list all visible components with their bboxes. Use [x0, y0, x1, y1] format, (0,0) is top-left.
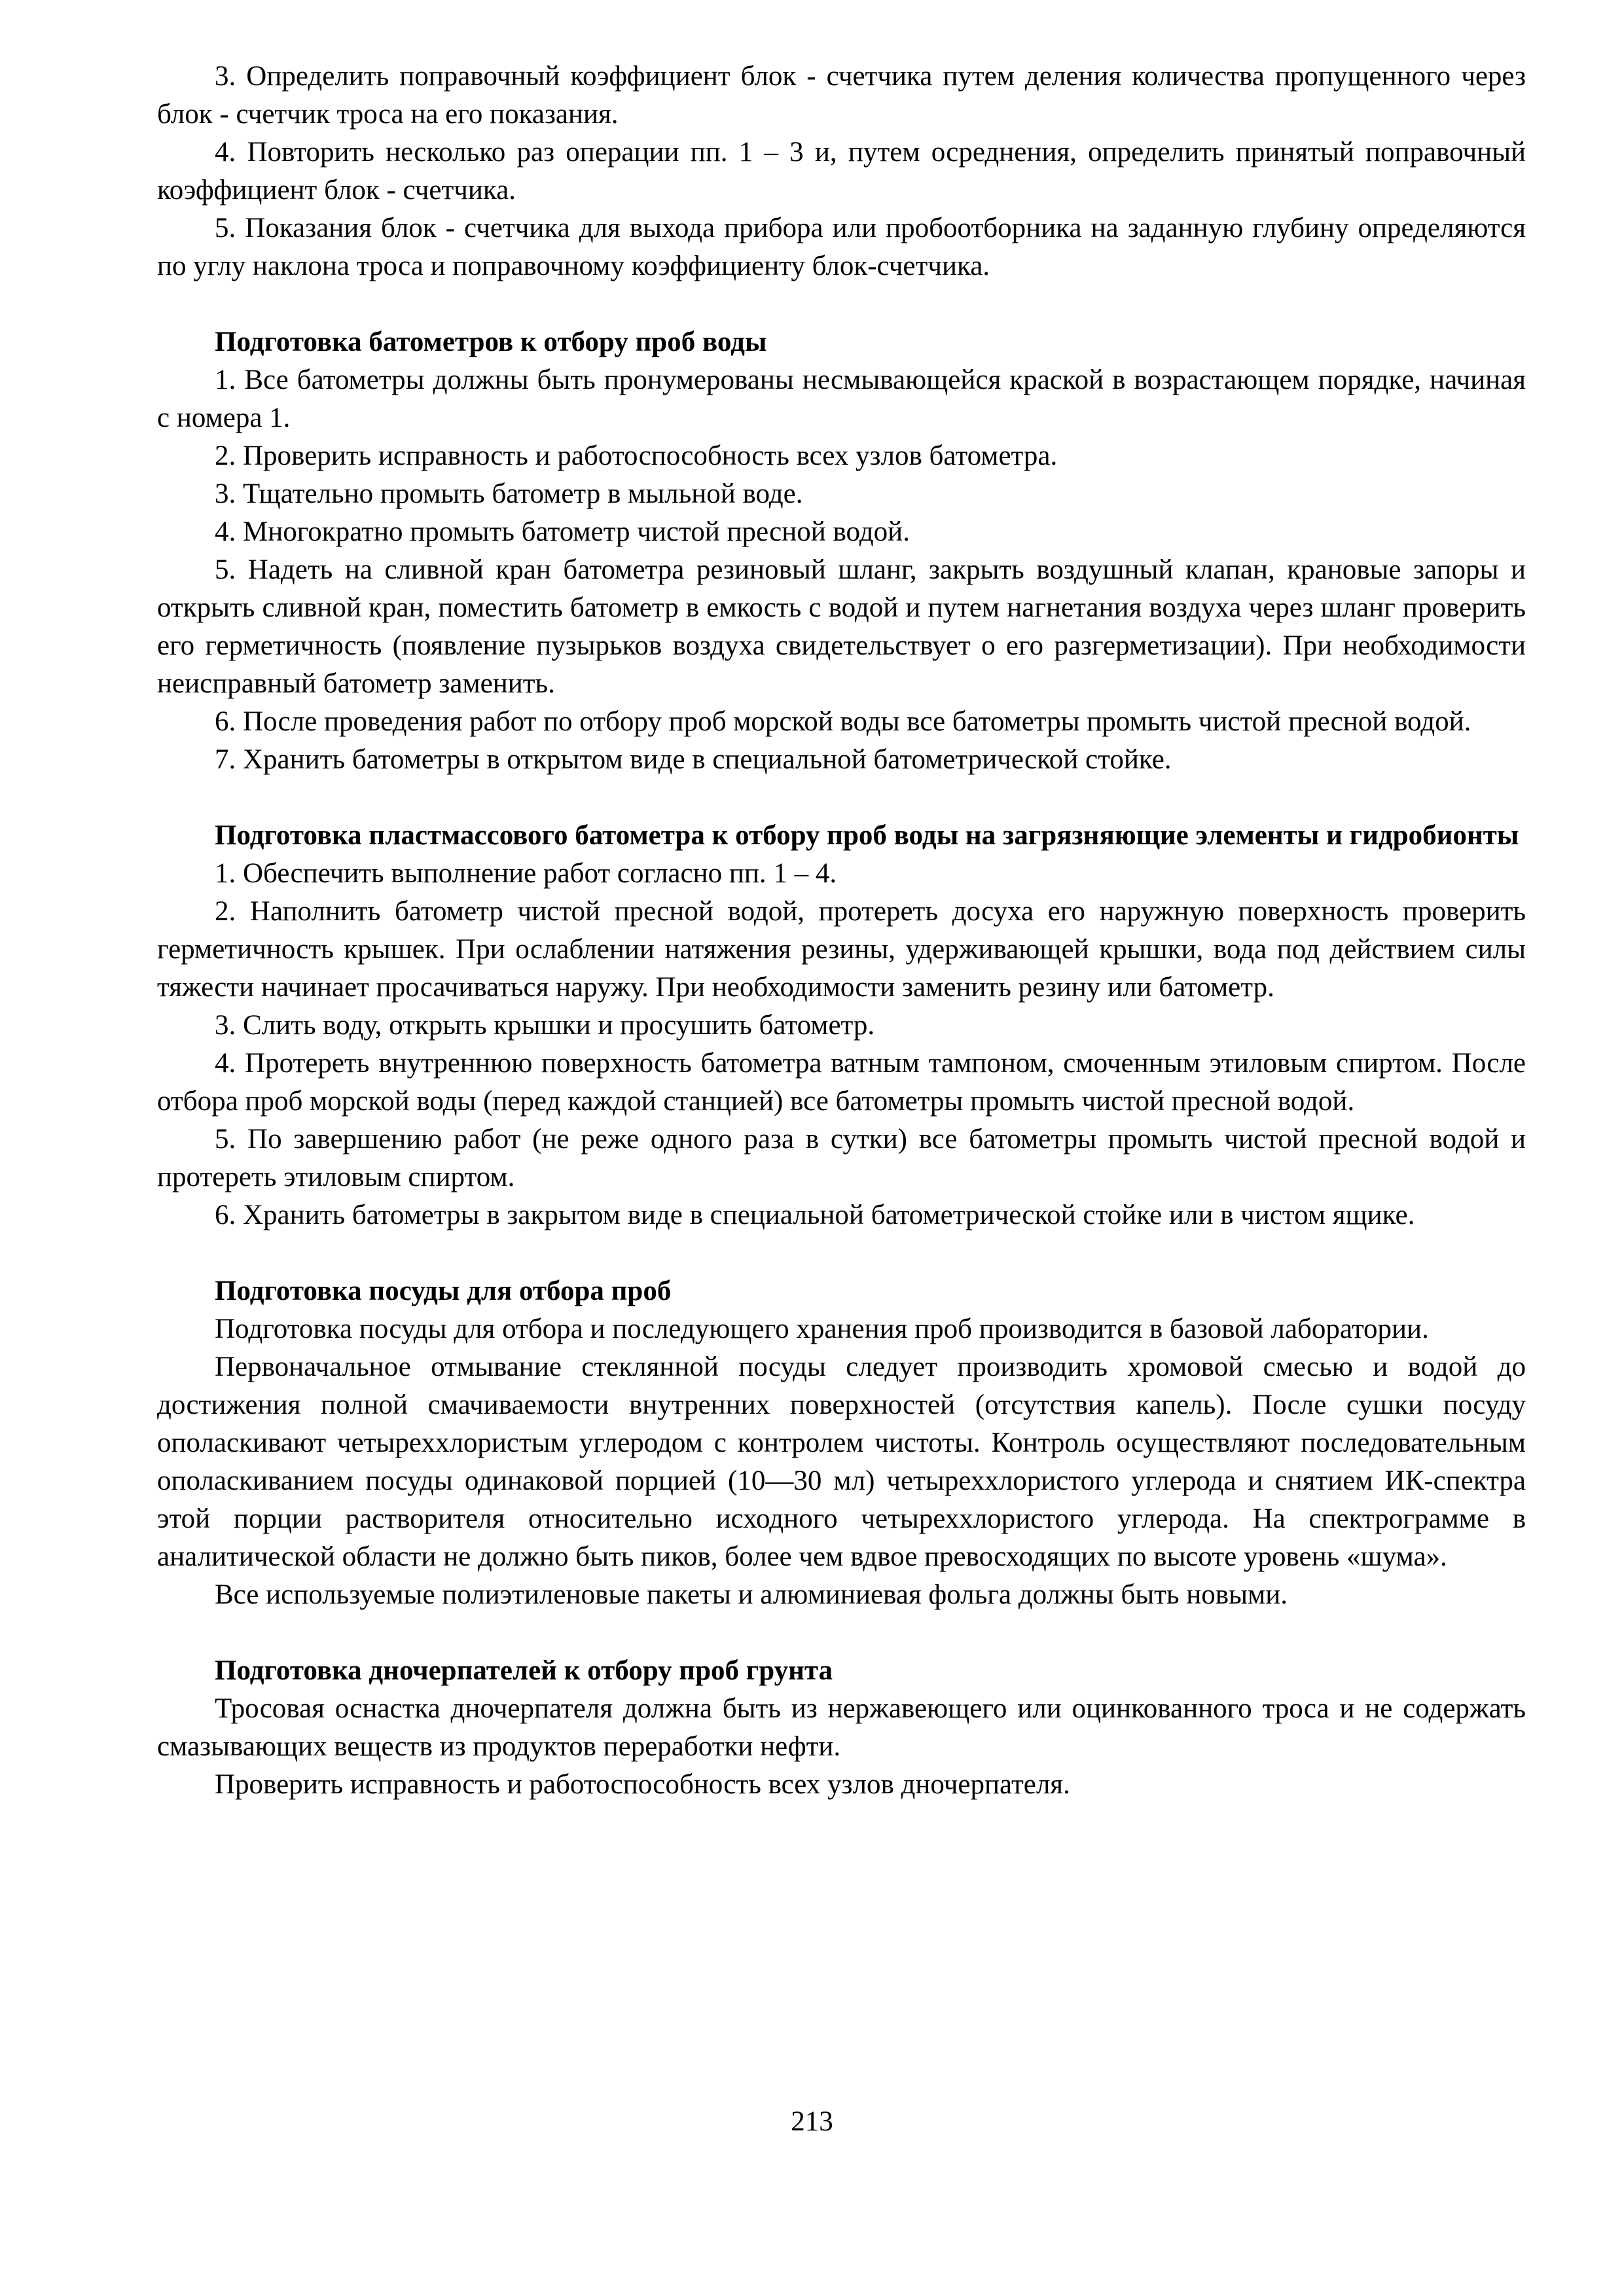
section-heading-glassware: Подготовка посуды для отбора проб	[215, 1276, 672, 1306]
list-item: 1. Все батометры должны быть пронумерованы несмывающейся краской в возрастающем порядке, начиная с номера 1.	[157, 365, 1526, 433]
list-item: 4. Протереть внутреннюю поверхность батометра ватным тампоном, смоченным этиловым спиртом. После отбора проб морской воды (перед каждой станцией) все батометры промыть чистой пресной водой.	[157, 1048, 1526, 1117]
spacer	[157, 1614, 1526, 1652]
paragraph: Все используемые полиэтиленовые пакеты и алюминиевая фольга должны быть новыми.	[215, 1579, 1288, 1610]
page-number: 213	[791, 2106, 833, 2137]
section-heading-plastic-bathometer: Подготовка пластмассового батометра к отбору проб воды на загрязняющие элементы и гидробионты	[215, 820, 1519, 851]
section-heading-grab-samplers: Подготовка дночерпателей к отбору проб грунта	[215, 1655, 833, 1686]
paragraph: Первоначальное отмывание стеклянной посуды следует производить хромовой смесью и водой до достижения полной смачиваемости внутренних поверхностей (отсутствия капель). После сушки посуду ополаскивают четыреххлористым углеродом с контролем чистоты. Контроль осуществляют последовательным ополаскиванием посуды одинаковой порцией (10—30 мл) четыреххлористого углерода и снятием ИК-спектра этой порции растворителя относительно исходного четыреххлористого углерода. На спектрограмме в аналитической области не должно быть пиков, более чем вдвое превосходящих по высоте уровень «шума».	[157, 1352, 1526, 1572]
paragraph-intro-3: 3. Определить поправочный коэффициент блок - счетчика путем деления количества пропущенного через блок - счетчик троса на его показания.	[157, 61, 1526, 130]
list-item: 3. Тщательно промыть батометр в мыльной воде.	[215, 478, 803, 509]
list-item: 4. Многократно промыть батометр чистой пресной водой.	[215, 516, 910, 547]
paragraph: Тросовая оснастка дночерпателя должна быть из нержавеющего или оцинкованного троса и не содержать смазывающих веществ из продуктов переработки нефти.	[157, 1693, 1526, 1762]
list-item: 7. Хранить батометры в открытом виде в специальной батометрической стойке.	[215, 744, 1172, 775]
spacer	[157, 1234, 1526, 1272]
paragraph: Подготовка посуды для отбора и последующего хранения проб производится в базовой лаборатории.	[215, 1314, 1429, 1344]
paragraph: Проверить исправность и работоспособность всех узлов дночерпателя.	[215, 1769, 1070, 1800]
paragraph-intro-5: 5. Показания блок - счетчика для выхода прибора или пробоотборника на заданную глубину определяются по углу наклона троса и поправочному коэффициенту блок-счетчика.	[157, 213, 1526, 281]
list-item: 6. После проведения работ по отбору проб морской воды все батометры промыть чистой пресной водой.	[215, 706, 1471, 737]
list-item: 1. Обеспечить выполнение работ согласно пп. 1 – 4.	[215, 858, 837, 889]
spacer	[157, 285, 1526, 323]
list-item: 2. Наполнить батометр чистой пресной водой, протереть досуха его наружную поверхность проверить герметичность крышек. При ослаблении натяжения резины, удерживающей крышки, вода под действием силы тяжести начинает просачиваться наружу. При необходимости заменить резину или батометр.	[157, 896, 1526, 1003]
section-heading-bathometers: Подготовка батометров к отбору проб воды	[215, 327, 767, 357]
paragraph-intro-4: 4. Повторить несколько раз операции пп. 1 – 3 и, путем осреднения, определить принятый поправочный коэффициент блок - счетчика.	[157, 137, 1526, 206]
list-item: 6. Хранить батометры в закрытом виде в специальной батометрической стойке или в чистом ящике.	[215, 1200, 1415, 1230]
list-item: 5. Надеть на сливной кран батометра резиновый шланг, закрыть воздушный клапан, крановые запоры и открыть сливной кран, поместить батометр в емкость с водой и путем нагнетания воздуха через шланг проверить его герметичность (появление пузырьков воздуха свидетельствует о его разгерметизации). При необходимости неисправный батометр заменить.	[157, 554, 1526, 699]
list-item: 2. Проверить исправность и работоспособность всех узлов батометра.	[215, 440, 1058, 471]
list-item: 3. Слить воду, открыть крышки и просушить батометр.	[215, 1010, 875, 1041]
spacer	[157, 779, 1526, 817]
list-item: 5. По завершению работ (не реже одного раза в сутки) все батометры промыть чистой пресной водой и протереть этиловым спиртом.	[157, 1124, 1526, 1193]
